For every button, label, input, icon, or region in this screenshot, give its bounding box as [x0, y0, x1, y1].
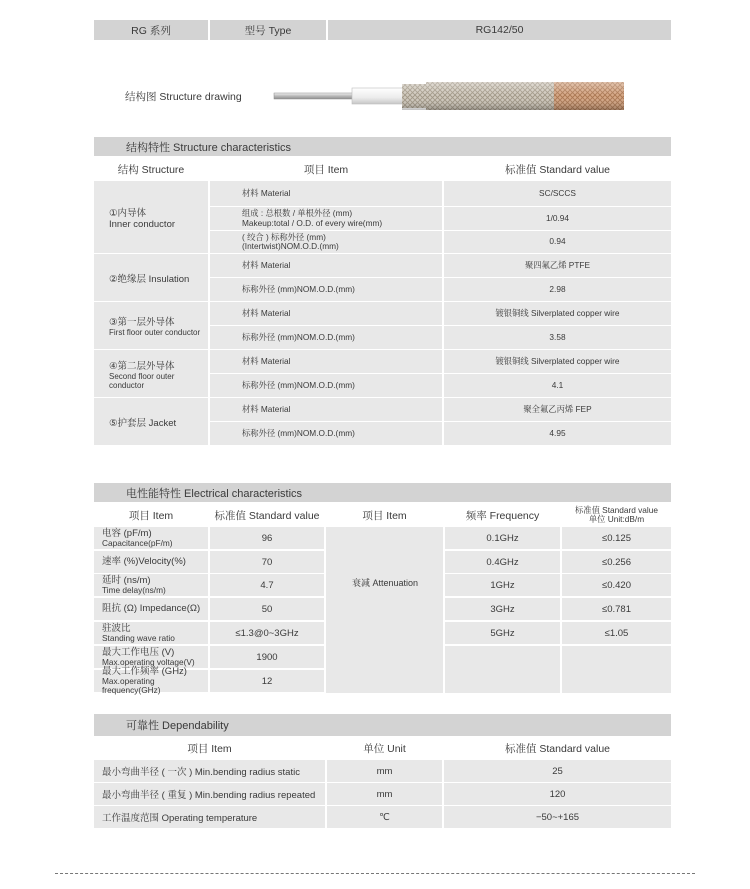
dep-item-cell: [94, 783, 325, 805]
bottom-divider: [55, 873, 695, 874]
elec-param-name: 速率 (%)Velocity(%): [102, 556, 186, 567]
dep-value: −50~+165: [535, 811, 580, 823]
structure-value-cell: [444, 278, 671, 301]
structure-value-cell: [444, 207, 671, 230]
structure-group-name-en: First floor outer conductor: [109, 328, 201, 337]
structure-section-title: [94, 137, 671, 156]
attenuation-freq: 3GHz: [490, 603, 515, 615]
dep-unit-cell: [327, 806, 442, 828]
elec-param-value-cell: [210, 527, 324, 549]
structure-group-cell: [94, 302, 208, 349]
dep-header-item: 项目 Item: [187, 742, 232, 755]
elec-param-name: 最大工作电压 (V): [102, 646, 175, 658]
structure-value-cell: [444, 231, 671, 253]
dep-value: 25: [552, 765, 563, 777]
elec-param-cell: [94, 527, 208, 549]
structure-value-cell: [444, 350, 671, 373]
attenuation-freq: 1GHz: [490, 579, 515, 591]
attenuation-label-cell: [326, 527, 443, 693]
structure-value-text: 2.98: [549, 283, 566, 294]
elec-param-value: 1900: [256, 651, 278, 663]
structure-group-cell: [94, 254, 208, 301]
structure-item-text: 材料 Material: [242, 187, 291, 198]
structure-header-item: 项目 Item: [303, 163, 349, 176]
electrical-title-text: 电性能特性 Electrical characteristics: [126, 487, 303, 500]
structure-item-text-en: (Intertwist)NOM.O.D.(mm): [242, 241, 339, 251]
elec-param-cell: [94, 666, 208, 695]
dep-value-cell: [444, 760, 671, 782]
elec-param-name: 阻抗 (Ω) Impedance(Ω): [102, 603, 201, 614]
elec-param-value-cell: [210, 622, 324, 644]
structure-value-cell: [444, 181, 671, 206]
elec-param-name-en: Standing wave ratio: [102, 632, 175, 643]
elec-param-name: 最大工作频率 (GHz): [102, 666, 187, 677]
dep-unit-cell: [327, 783, 442, 805]
elec-header-std2-line2: 单位 Unit:dB/m: [588, 514, 645, 524]
structure-item-text: 标称外径 (mm)NOM.O.D.(mm): [242, 283, 355, 294]
attenuation-freq-cell: [445, 598, 560, 620]
structure-group-cell: [94, 181, 208, 253]
electrical-section-title: [94, 483, 671, 502]
elec-header-item2: 项目 Item: [362, 509, 407, 522]
structure-group-name: ④第二层外导体: [109, 360, 175, 372]
attenuation-freq: 5GHz: [490, 627, 515, 639]
structure-item-text: 标称外径 (mm)NOM.O.D.(mm): [242, 379, 355, 390]
elec-param-name: 驻波比: [102, 622, 131, 634]
structure-group-name: ①内导体: [109, 207, 147, 219]
structure-group-name: ⑤护套层 Jacket: [109, 417, 177, 429]
structure-group-name-en: Inner conductor: [109, 218, 176, 230]
dep-item-cell: [94, 760, 325, 782]
series-label: RG 系列: [131, 24, 171, 37]
attenuation-freq: 0.4GHz: [486, 556, 519, 568]
elec-header-std2: [562, 504, 671, 526]
structure-item-text: 组成 : 总根数 / 单根外径 (mm): [242, 208, 353, 218]
structure-value-text: 0.94: [549, 236, 566, 247]
elec-param-cell: [94, 622, 208, 644]
structure-item-cell: [210, 326, 442, 349]
dep-item: 工作温度范围 Operating temperature: [102, 813, 258, 824]
dependability-section-title: [94, 714, 671, 736]
structure-value-text: 4.95: [549, 427, 566, 438]
elec-param-value: 12: [261, 675, 273, 687]
structure-group-cell: [94, 398, 208, 445]
elec-param-value-cell: [210, 598, 324, 620]
structure-item-cell: [210, 422, 442, 445]
elec-param-value-cell: [210, 574, 324, 596]
structure-item-cell: [210, 302, 442, 325]
elec-param-value: 96: [261, 532, 273, 544]
elec-param-name: 电容 (pF/m): [102, 527, 152, 539]
attenuation-freq-cell: [445, 551, 560, 573]
elec-param-value: 4.7: [260, 579, 274, 591]
dependability-title-text: 可靠性 Dependability: [126, 720, 229, 732]
structure-value-text: 3.58: [549, 331, 566, 342]
dep-item-cell: [94, 806, 325, 828]
structure-value-text: 聚四氟乙烯 PTFE: [525, 259, 590, 270]
structure-value-text: SC/SCCS: [539, 187, 576, 198]
elec-param-cell: [94, 646, 208, 668]
structure-group-name-en: Second floor outer conductor: [109, 371, 175, 390]
attenuation-value: ≤0.256: [602, 556, 631, 568]
dep-unit: mm: [376, 765, 393, 777]
attenuation-freq: 0.1GHz: [486, 532, 519, 544]
attenuation-freq-cell: [445, 527, 560, 549]
elec-param-name: 延时 (ns/m): [102, 574, 151, 586]
structure-item-text-en: Makeup:total / O.D. of every wire(mm): [242, 217, 383, 228]
elec-param-value: ≤1.3@0~3GHz: [235, 627, 299, 639]
structure-value-cell: [444, 302, 671, 325]
structure-item-text: 材料 Material: [242, 307, 291, 318]
elec-param-value-cell: [210, 551, 324, 573]
attenuation-value-cell: [562, 574, 671, 596]
cable-drawing: [270, 80, 630, 112]
series-cell: [94, 20, 208, 40]
attenuation-value: ≤0.781: [602, 603, 631, 615]
structure-item-text: 标称外径 (mm)NOM.O.D.(mm): [242, 427, 355, 438]
attenuation-value-cell: [562, 598, 671, 620]
dep-unit: ℃: [379, 811, 390, 823]
elec-param-name-en: Max.operating voltage(V): [102, 656, 195, 667]
elec-header-std2-line1: 标准值 Standard value: [574, 504, 658, 515]
structure-value-text: 镀银铜线 Silverplated copper wire: [495, 355, 620, 366]
model-value: RG142/50: [475, 24, 524, 36]
structure-item-cell: [210, 231, 442, 253]
attenuation-label: 衰减 Attenuation: [352, 578, 419, 588]
structure-group-name: ③第一层外导体: [109, 317, 175, 328]
elec-param-value-cell: [210, 646, 324, 668]
attenuation-value-cell: [562, 622, 671, 644]
type-label-cell: [210, 20, 326, 40]
structure-item-text: 材料 Material: [242, 403, 291, 414]
structure-group-cell: [94, 350, 208, 397]
dep-header-value: 标准值 Standard value: [504, 742, 611, 755]
structure-item-text: 材料 Material: [242, 259, 291, 270]
structure-value-cell: [444, 398, 671, 421]
dep-item: 最小弯曲半径 ( 重复 ) Min.bending radius repeated: [102, 790, 316, 801]
elec-param-value-cell: [210, 670, 324, 692]
structure-item-cell: [210, 374, 442, 397]
structure-value-cell: [444, 422, 671, 445]
elec-header-std: 标准值 Standard value: [214, 509, 320, 522]
structure-item-cell: [210, 181, 442, 206]
elec-param-value: 70: [261, 556, 273, 568]
drawing-label: 结构图 Structure drawing: [125, 91, 242, 103]
elec-param-name-en: Time delay(ns/m): [102, 584, 166, 595]
structure-item-text: 标称外径 (mm)NOM.O.D.(mm): [242, 331, 355, 342]
dep-unit: mm: [376, 788, 393, 800]
elec-param-cell: [94, 551, 208, 573]
dep-header-unit: 单位 Unit: [363, 742, 406, 755]
structure-item-text: 材料 Material: [242, 355, 291, 366]
elec-header-item: 项目 Item: [128, 509, 174, 522]
structure-value-text: 1/0.94: [545, 212, 570, 223]
cable-drawing-svg: [270, 80, 630, 112]
structure-value-cell: [444, 374, 671, 397]
structure-value-cell: [444, 326, 671, 349]
model-cell: [328, 20, 671, 40]
structure-value-cell: [444, 254, 671, 277]
structure-item-cell: [210, 278, 442, 301]
structure-item-cell: [210, 398, 442, 421]
attenuation-value: ≤1.05: [604, 627, 629, 639]
structure-group-name: ②绝缘层 Insulation: [109, 273, 190, 285]
dep-value-cell: [444, 806, 671, 828]
structure-value-text: 镀银铜线 Silverplated copper wire: [495, 307, 620, 318]
type-label: 型号 Type: [244, 24, 292, 37]
structure-item-text: ( 绞合 ) 标称外径 (mm): [242, 231, 326, 242]
structure-title-text: 结构特性 Structure characteristics: [126, 141, 292, 154]
dep-item: 最小弯曲半径 ( 一次 ) Min.bending radius static: [102, 767, 300, 778]
dep-value-cell: [444, 783, 671, 805]
structure-value-text: 4.1: [551, 379, 564, 390]
structure-header-value: 标准值 Standard value: [504, 163, 611, 176]
structure-item-cell: [210, 350, 442, 373]
structure-header-structure: 结构 Structure: [117, 163, 185, 176]
attenuation-value-cell: [562, 527, 671, 549]
attenuation-value-cell: [562, 551, 671, 573]
elec-header-freq: 频率 Frequency: [465, 509, 540, 522]
elec-param-cell: [94, 574, 208, 596]
elec-param-cell: [94, 598, 208, 620]
attenuation-value: ≤0.125: [602, 532, 631, 544]
structure-value-text: 聚全氟乙丙烯 FEP: [523, 403, 592, 414]
structure-item-cell: [210, 207, 442, 230]
attenuation-filler: [445, 646, 560, 693]
elec-param-name-en: Capacitance(pF/m): [102, 537, 173, 548]
attenuation-filler: [562, 646, 671, 693]
attenuation-freq-cell: [445, 574, 560, 596]
dep-value: 120: [549, 788, 566, 800]
attenuation-freq-cell: [445, 622, 560, 644]
dep-unit-cell: [327, 760, 442, 782]
elec-param-name-en: Max.operating frequency(GHz): [102, 676, 161, 695]
elec-param-value: 50: [261, 603, 273, 615]
structure-item-cell: [210, 254, 442, 277]
attenuation-value: ≤0.420: [602, 579, 631, 591]
